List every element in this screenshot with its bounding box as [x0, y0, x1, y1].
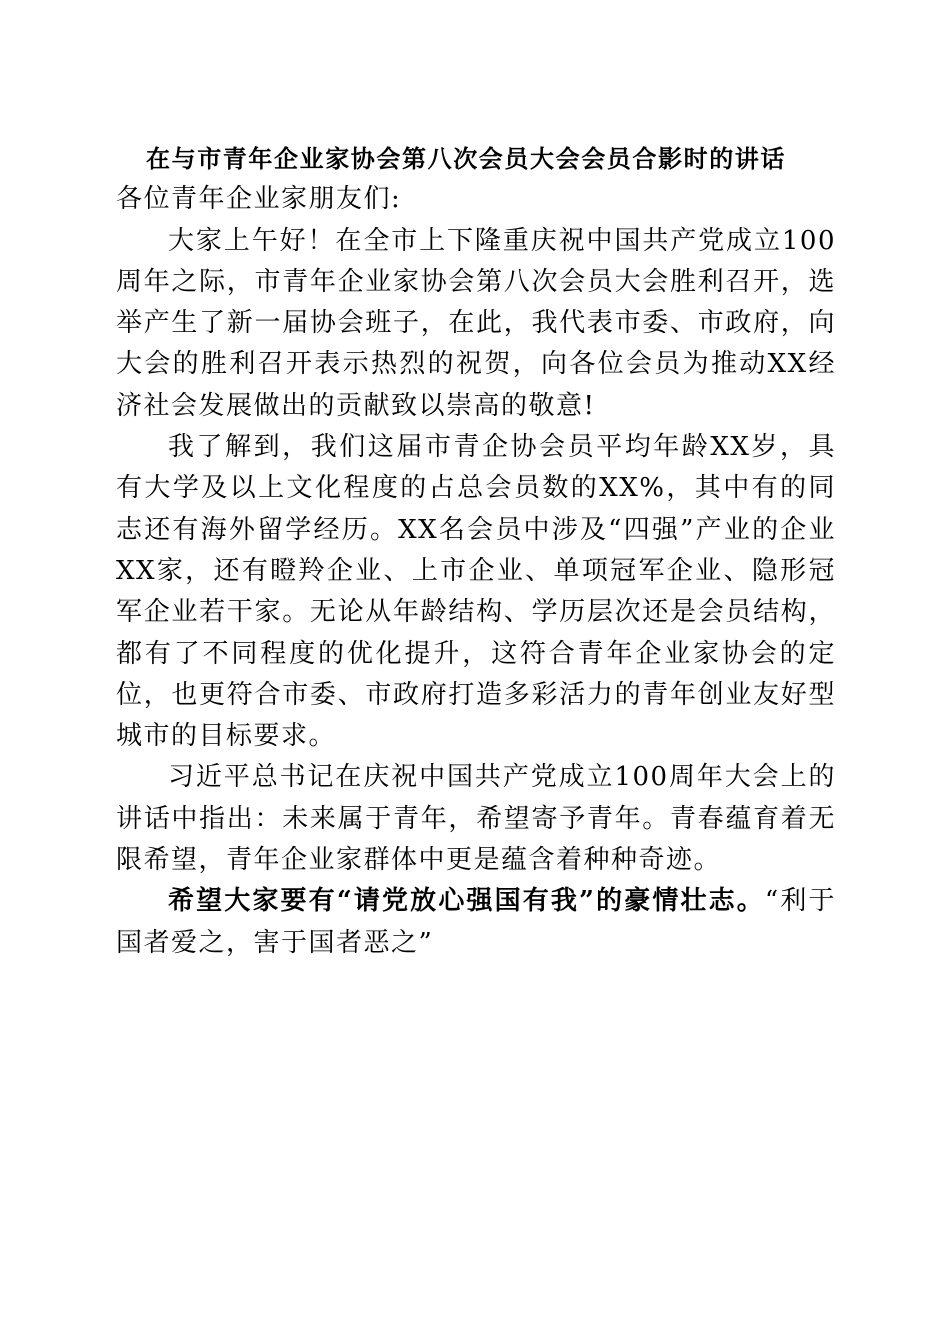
speech-title: 在与市青年企业家协会第八次会员大会会员合影时的讲话 [146, 144, 786, 173]
paragraph-greeting: 大家上午好！在全市上下隆重庆祝中国共产党成立100周年之际，市青年企业家协会第八次会员大会胜利召开，选举产生了新一届协会班子，在此，我代表市委、市政府，向大会的胜利召开表示热烈的祝贺，向各位会员为推动XX经济社会发展做出的贡献致以崇高的敬意! [116, 225, 836, 421]
hope-quote-text: “利于国者爱之，害于国者恶之” [116, 886, 836, 958]
document-body [116, 138, 836, 964]
paragraph-member-profile: 我了解到，我们这届市青企协会员平均年龄XX岁，具有大学及以上文化程度的占总会员数的XX%，其中有的同志还有海外留学经历。XX名会员中涉及“四强”产业的企业XX家，还有瞪羚企业、上市企业、单项冠军企业、隐形冠军企业若干家。无论从年龄结构、学历层次还是会员结构，都有了不同程度的优化提升，这符合青年企业家协会的定位，也更符合市委、市政府打造多彩活力的青年创业友好型城市的目标要求。 [116, 432, 836, 752]
hope-bold-text: 希望大家要有“请党放心强国有我”的豪情壮志。 [168, 886, 765, 917]
salutation: 各位青年企业家朋友们: [116, 184, 402, 215]
paragraph-quote: 习近平总书记在庆祝中国共产党成立100周年大会上的讲话中指出：未来属于青年，希望寄予青年。青春蕴育着无限希望，青年企业家群体中更是蕴含着种种奇迹。 [116, 762, 836, 876]
paragraph-hope [116, 881, 836, 964]
